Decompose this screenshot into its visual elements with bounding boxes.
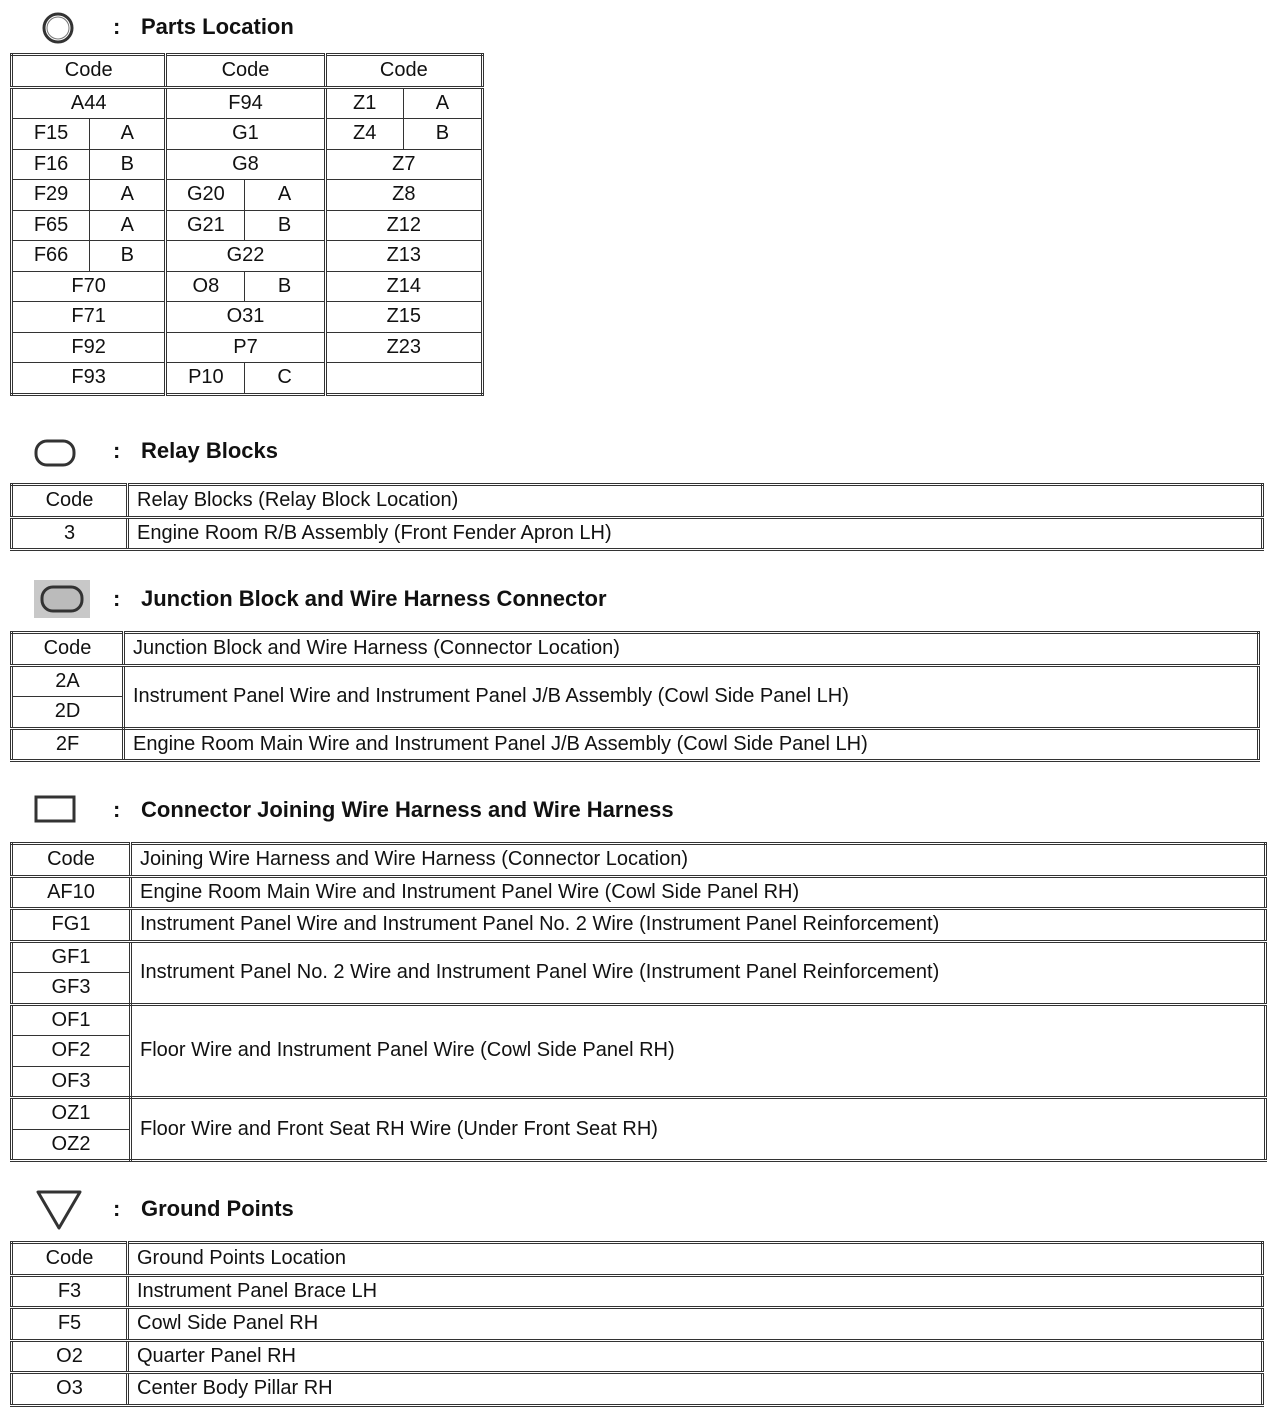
- location-cell: Engine Room Main Wire and Instrument Panel J/B Assembly (Cowl Side Panel LH): [124, 728, 1259, 761]
- code-cell: GF3: [12, 973, 131, 1005]
- part-code-cell: P7: [166, 332, 325, 363]
- section-title: Parts Location: [141, 14, 294, 39]
- part-code-cell: F94: [166, 87, 325, 119]
- part-code-cell: Z8: [325, 180, 482, 211]
- location-cell: Engine Room R/B Assembly (Front Fender Apron LH): [128, 517, 1263, 550]
- code-cell: 2A: [12, 665, 124, 697]
- table-header-row: [12, 485, 1263, 518]
- heading-colon: :: [113, 14, 121, 39]
- circle-symbol-icon: [40, 10, 76, 46]
- part-code-cell: G22: [166, 241, 325, 272]
- part-sub-cell: A: [90, 119, 166, 150]
- code-cell: O3: [12, 1373, 128, 1406]
- code-cell: 3: [12, 517, 128, 550]
- part-code-cell: F70: [12, 271, 166, 302]
- table-header-row: [12, 55, 483, 88]
- location-column-header: Ground Points Location: [128, 1243, 1263, 1276]
- connector-joining-table: [10, 842, 1267, 1162]
- table-row: [12, 517, 1263, 550]
- part-code-cell: G1: [166, 119, 325, 150]
- location-cell: Floor Wire and Front Seat RH Wire (Under Front Seat RH): [131, 1098, 1266, 1161]
- part-sub-cell: A: [90, 210, 166, 241]
- part-sub-cell: B: [90, 241, 166, 272]
- part-sub-cell: A: [403, 87, 482, 119]
- table-row: [12, 728, 1259, 761]
- table-row: [12, 1373, 1263, 1406]
- table-row: [12, 241, 483, 272]
- section-title: Relay Blocks: [141, 438, 278, 463]
- table-row: [12, 1098, 1266, 1130]
- ground-points-table: [10, 1241, 1264, 1407]
- code-cell: OF3: [12, 1066, 131, 1098]
- parts-location-heading: [0, 8, 1270, 48]
- part-sub-cell: A: [245, 180, 325, 211]
- table-row: [12, 332, 483, 363]
- table-row: [12, 876, 1266, 909]
- part-code-cell: Z1: [325, 87, 403, 119]
- location-cell: Center Body Pillar RH: [128, 1373, 1263, 1406]
- location-cell: Instrument Panel Wire and Instrument Panel No. 2 Wire (Instrument Panel Reinforcement): [131, 909, 1266, 942]
- part-code-cell: Z13: [325, 241, 482, 272]
- relay-blocks-table: [10, 483, 1264, 551]
- code-cell: OF1: [12, 1004, 131, 1036]
- location-cell: Floor Wire and Instrument Panel Wire (Cowl Side Panel RH): [131, 1004, 1266, 1098]
- part-code-cell: G8: [166, 149, 325, 180]
- table-row: [12, 302, 483, 333]
- table-row: [12, 363, 483, 395]
- junction-block-heading: [0, 578, 1270, 618]
- location-cell: Instrument Panel Wire and Instrument Panel J/B Assembly (Cowl Side Panel LH): [124, 665, 1259, 728]
- relay-blocks-heading: [0, 432, 1270, 472]
- location-cell: Instrument Panel No. 2 Wire and Instrument Panel Wire (Instrument Panel Reinforcement): [131, 941, 1266, 1004]
- code-cell: F3: [12, 1275, 128, 1308]
- part-code-cell: Z7: [325, 149, 482, 180]
- part-code-cell: P10: [166, 363, 245, 395]
- part-code-cell: F66: [12, 241, 90, 272]
- connector-joining-heading: [0, 789, 1270, 829]
- code-cell: F5: [12, 1308, 128, 1341]
- code-cell: 2D: [12, 697, 124, 729]
- location-cell: Instrument Panel Brace LH: [128, 1275, 1263, 1308]
- part-code-cell: G20: [166, 180, 245, 211]
- table-row: [12, 1004, 1266, 1036]
- code-cell: AF10: [12, 876, 131, 909]
- rectangle-symbol-icon: [32, 793, 78, 825]
- part-code-cell: Z4: [325, 119, 403, 150]
- part-sub-cell: C: [245, 363, 325, 395]
- location-column-header: Joining Wire Harness and Wire Harness (Connector Location): [131, 844, 1266, 877]
- part-code-cell: Z12: [325, 210, 482, 241]
- table-row: [12, 210, 483, 241]
- table-row: [12, 1275, 1263, 1308]
- part-code-cell: A44: [12, 87, 166, 119]
- part-code-cell: F93: [12, 363, 166, 395]
- junction-block-table: [10, 631, 1260, 762]
- part-sub-cell: B: [245, 210, 325, 241]
- table-header-row: [12, 844, 1266, 877]
- table-row: [12, 909, 1266, 942]
- heading-colon: :: [113, 438, 121, 463]
- table-row: [12, 149, 483, 180]
- part-code-cell: F29: [12, 180, 90, 211]
- part-code-cell: Z15: [325, 302, 482, 333]
- section-title: Connector Joining Wire Harness and Wire Harness: [141, 797, 674, 822]
- table-row: [12, 271, 483, 302]
- part-sub-cell: B: [245, 271, 325, 302]
- heading-colon: :: [113, 797, 121, 822]
- rounded-rect-symbol-icon: [32, 437, 78, 469]
- section-title: Junction Block and Wire Harness Connector: [141, 586, 607, 611]
- code-column-header: Code: [12, 485, 128, 518]
- column-header: Code: [12, 55, 166, 88]
- section-title: Ground Points: [141, 1196, 294, 1221]
- part-sub-cell: A: [90, 180, 166, 211]
- part-code-cell: O31: [166, 302, 325, 333]
- table-row: [12, 1340, 1263, 1373]
- part-code-cell: Z23: [325, 332, 482, 363]
- part-sub-cell: B: [90, 149, 166, 180]
- part-code-cell: F71: [12, 302, 166, 333]
- table-row: [12, 87, 483, 119]
- code-column-header: Code: [12, 633, 124, 666]
- table-row: [12, 941, 1266, 973]
- part-code-cell: F65: [12, 210, 90, 241]
- column-header: Code: [166, 55, 325, 88]
- column-header: Code: [325, 55, 482, 88]
- code-cell: 2F: [12, 728, 124, 761]
- shaded-rounded-rect-symbol-icon: [32, 578, 92, 620]
- part-code-cell: F92: [12, 332, 166, 363]
- heading-colon: :: [113, 1196, 121, 1221]
- code-column-header: Code: [12, 844, 131, 877]
- code-cell: OZ1: [12, 1098, 131, 1130]
- code-column-header: Code: [12, 1243, 128, 1276]
- code-cell: GF1: [12, 941, 131, 973]
- location-column-header: Relay Blocks (Relay Block Location): [128, 485, 1263, 518]
- code-cell: OZ2: [12, 1129, 131, 1161]
- ground-points-heading: [0, 1188, 1270, 1228]
- table-row: [12, 1308, 1263, 1341]
- part-code-cell: F16: [12, 149, 90, 180]
- table-row: [12, 180, 483, 211]
- part-sub-cell: B: [403, 119, 482, 150]
- parts-location-table: [10, 53, 484, 396]
- part-code-cell: F15: [12, 119, 90, 150]
- location-column-header: Junction Block and Wire Harness (Connector Location): [124, 633, 1259, 666]
- code-cell: OF2: [12, 1036, 131, 1067]
- part-code-cell: G21: [166, 210, 245, 241]
- table-header-row: [12, 633, 1259, 666]
- table-row: [12, 665, 1259, 697]
- location-cell: Engine Room Main Wire and Instrument Panel Wire (Cowl Side Panel RH): [131, 876, 1266, 909]
- location-cell: Cowl Side Panel RH: [128, 1308, 1263, 1341]
- location-cell: Quarter Panel RH: [128, 1340, 1263, 1373]
- part-code-cell: O8: [166, 271, 245, 302]
- heading-colon: :: [113, 586, 121, 611]
- table-header-row: [12, 1243, 1263, 1276]
- code-cell: FG1: [12, 909, 131, 942]
- part-code-cell: [325, 363, 482, 395]
- triangle-symbol-icon: [34, 1188, 84, 1232]
- table-row: [12, 119, 483, 150]
- part-code-cell: Z14: [325, 271, 482, 302]
- code-cell: O2: [12, 1340, 128, 1373]
